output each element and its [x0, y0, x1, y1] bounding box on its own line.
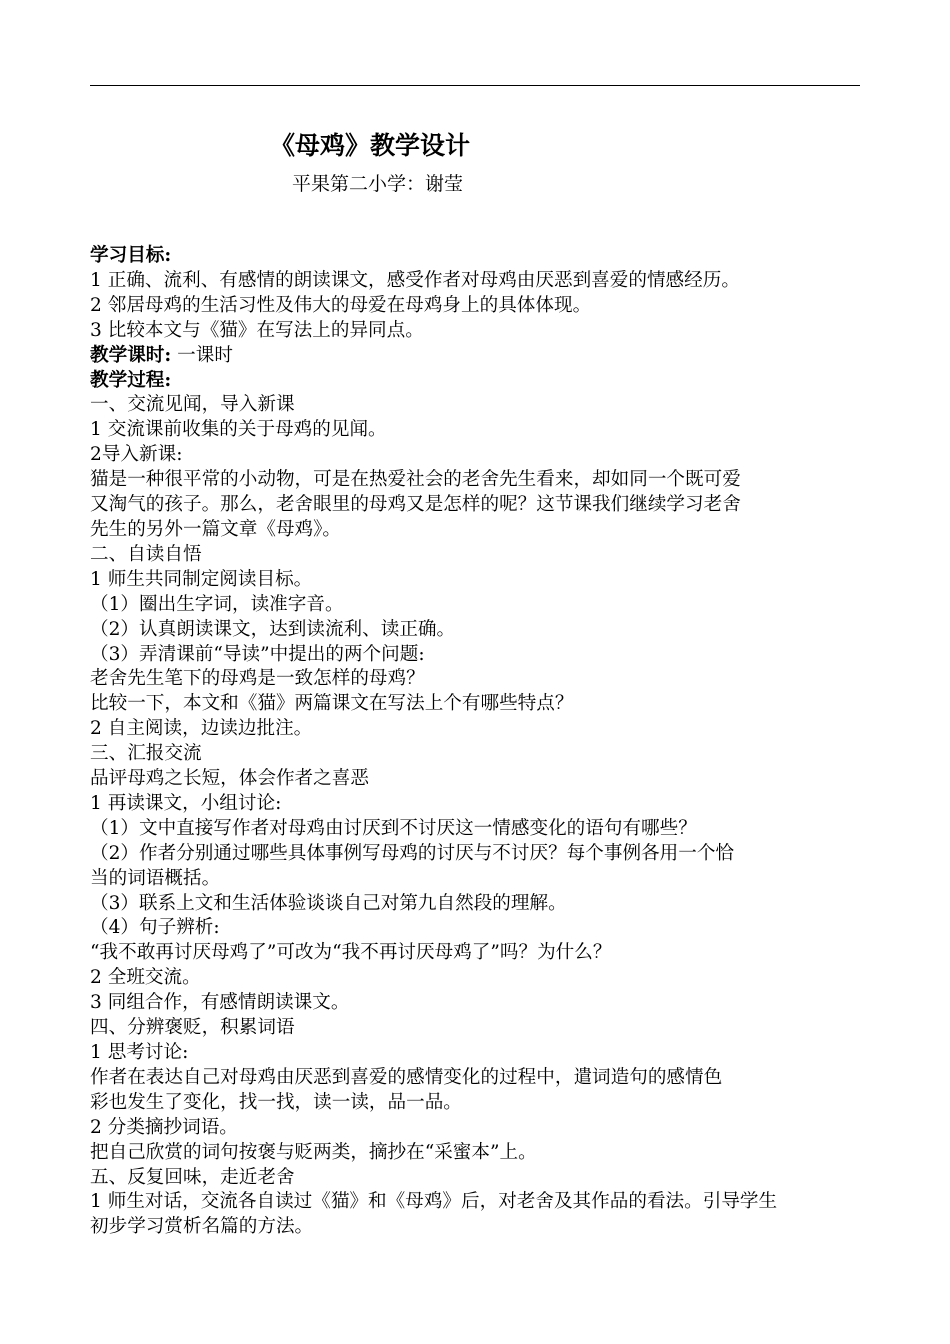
- sub-step-item: （2）作者分别通过哪些具体事例写母鸡的讨厌与不讨厌？每个事例各用一个恰: [90, 842, 735, 864]
- class-hours-label: 教学课时:: [90, 344, 172, 366]
- sub-step-item: 当的词语概括。: [90, 867, 221, 889]
- section-heading: 四、分辨褒贬，积累词语: [90, 1017, 295, 1039]
- document-body: [90, 244, 862, 1240]
- step-item: 1 思考讨论:: [90, 1042, 189, 1063]
- step-item: 1 再读课文，小组讨论:: [90, 792, 282, 814]
- question-line: 比较一下，本文和《猫》两篇课文在写法上个有哪些特点？: [90, 693, 574, 715]
- header-rule: [90, 85, 860, 86]
- document-author: 平果第二小学：谢莹: [292, 173, 464, 195]
- step-item: 2 分类摘抄词语。: [90, 1116, 238, 1138]
- step-item: 2 全班交流。: [90, 967, 201, 989]
- step-item: 3 同组合作，有感情朗读课文。: [90, 992, 350, 1014]
- question-line: 老舍先生笔下的母鸡是一致怎样的母鸡？: [90, 668, 425, 690]
- step-item: 1 师生对话，交流各自读过《猫》和《母鸡》后，对老舍及其作品的看法。引导学生: [90, 1191, 778, 1213]
- sub-step-item: （2）认真朗读课文，达到读流利、读正确。: [90, 618, 456, 640]
- step-item: 2导入新课:: [90, 444, 183, 466]
- step-item: 初步学习赏析名篇的方法。: [90, 1216, 314, 1238]
- section-heading: 三、汇报交流: [90, 743, 202, 765]
- sub-step-item: （4）句子辨析:: [90, 917, 220, 939]
- paragraph-line: 猫是一种很平常的小动物，可是在热爱社会的老舍先生看来，却如同一个既可爱: [90, 469, 741, 491]
- step-item: 1 师生共同制定阅读目标。: [90, 568, 313, 590]
- paragraph-line: 彩也发生了变化，找一找，读一读，品一品。: [90, 1091, 462, 1113]
- objective-item: 2 邻居母鸡的生活习性及伟大的母爱在母鸡身上的具体体现。: [90, 294, 592, 316]
- paragraph-line: 作者在表达自己对母鸡由厌恶到喜爱的感情变化的过程中，遣词造句的感情色: [90, 1066, 723, 1088]
- step-item: 2 自主阅读，边读边批注。: [90, 718, 313, 740]
- process-heading: 教学过程:: [90, 369, 172, 391]
- section-heading: 五、反复回味，走近老舍: [90, 1166, 295, 1188]
- sub-step-item: （3）联系上文和生活体验谈谈自己对第九自然段的理解。: [90, 892, 567, 914]
- document-title: 《母鸡》教学设计: [270, 131, 471, 160]
- section-heading: 一、交流见闻，导入新课: [90, 394, 295, 416]
- step-item: 1 交流课前收集的关于母鸡的见闻。: [90, 419, 387, 441]
- section-subtitle: 品评母鸡之长短，体会作者之喜恶: [90, 768, 369, 790]
- sub-step-item: （1）文中直接写作者对母鸡由讨厌到不讨厌这一情感变化的语句有哪些？: [90, 817, 697, 839]
- class-hours-value: 一课时: [171, 344, 233, 366]
- objective-item: 3 比较本文与《猫》在写法上的异同点。: [90, 319, 424, 341]
- section-heading: 二、自读自悟: [90, 543, 202, 565]
- sub-step-item: （3）弄清课前“导读”中提出的两个问题:: [90, 643, 425, 665]
- paragraph-line: 把自己欣赏的词句按褒与贬两类，摘抄在“采蜜本”上。: [90, 1141, 537, 1163]
- class-hours: [90, 344, 862, 369]
- sub-step-item: （1）圈出生字词，读准字音。: [90, 593, 344, 615]
- objective-item: 1 正确、流利、有感情的朗读课文，感受作者对母鸡由厌恶到喜爱的情感经历。: [90, 269, 740, 291]
- quote-line: “我不敢再讨厌母鸡了”可改为“我不再讨厌母鸡了”吗？为什么？: [90, 942, 612, 964]
- objectives-heading: 学习目标:: [90, 245, 172, 266]
- paragraph-line: 又淘气的孩子。那么，老舍眼里的母鸡又是怎样的呢？这节课我们继续学习老舍: [90, 494, 741, 516]
- paragraph-line: 先生的另外一篇文章《母鸡》。: [90, 518, 342, 540]
